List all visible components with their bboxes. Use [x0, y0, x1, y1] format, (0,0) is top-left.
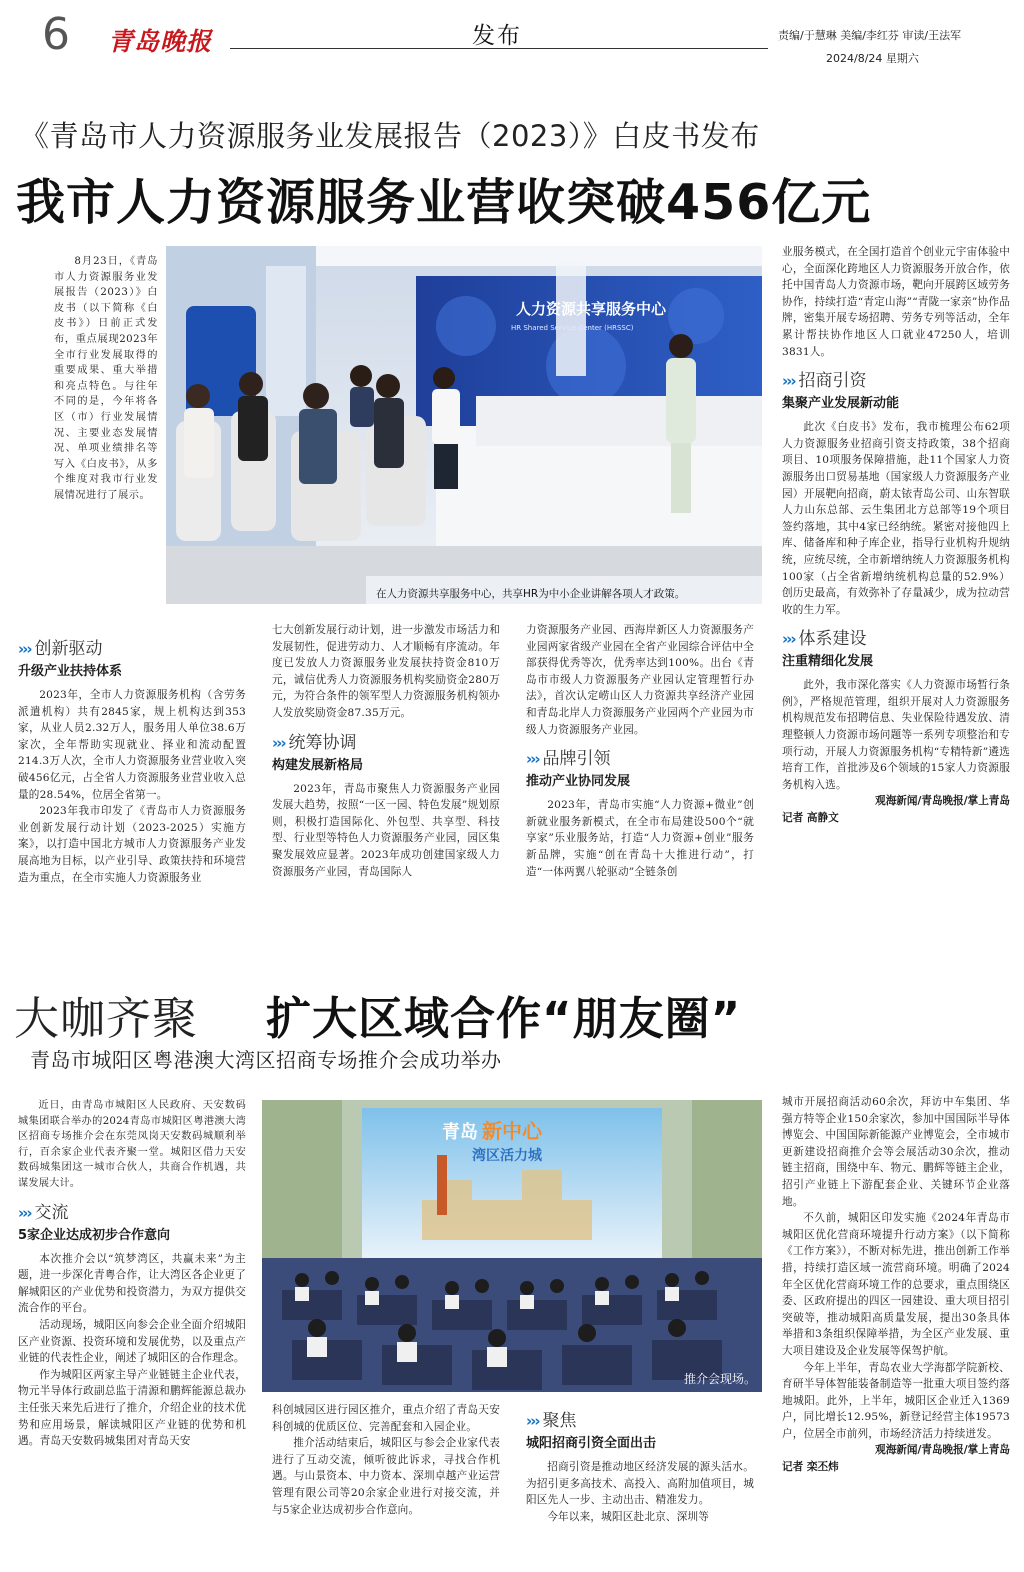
section-heading: ››› 聚焦 城阳招商引资全面出击: [526, 1411, 657, 1451]
arrows-icon: ›››: [18, 640, 31, 658]
masthead: [0, 0, 1024, 68]
section-heading: ››› 招商引资 集聚产业发展新动能: [782, 371, 900, 412]
photo-credit: 推介会现场。: [684, 1372, 757, 1386]
issue-date: 2024/8/24 星期六: [826, 52, 919, 65]
paragraph: 今年上半年，青岛农业大学海都学院新校、育研半导体智能装备制造等一批重大项目签约落地城阳。此外，上半年，城阳区企业迁入1369户，同比增长12.95%，新登记经营主体19573户，位居全市前列，市场经济活力持续迸发。: [782, 1361, 1010, 1440]
section-name: 发布: [472, 23, 522, 49]
article2-photo: [262, 1100, 762, 1392]
paragraph: 2023年，青岛市聚焦人力资源服务产业园发展大趋势，按照“一区一园、特色发展”规划原则，积极打造国际化、外包型、共享型、科技型、行业型等特色人力资源服务产业园，园区集聚发展效应显著。2023年成功创建国家级人力资源服务产业园，青岛国际人: [272, 782, 500, 878]
photo-caption: 在人力资源共享服务中心，共享HR为中小企业讲解各项人才政策。: [376, 588, 686, 600]
paragraph: 招商引资是推动地区经济发展的源头活水。为招引更多高技术、高投入、高附加值项目，城阳区先人一步、主动出击、精准发力。: [526, 1461, 754, 1507]
article1-col3: [526, 622, 754, 880]
arrows-icon: ›››: [526, 750, 539, 769]
arrows-icon: ›››: [782, 630, 795, 649]
article1-col1: [18, 628, 246, 886]
paragraph: 城市开展招商活动60余次，拜访中车集团、华强方特等企业150余家次，参加中国国际半导体博览会、中国国际新能源产业博览会，全市城市更新建设招商推介会等会展活动30余次，推动链主招商，围绕中车、物元、鹏辉等链主企业，招引产业链上下游配套企业、关键环节企业落地。: [782, 1096, 1010, 1208]
section-heading: ››› 创新驱动 升级产业扶持体系: [18, 639, 123, 679]
article2-col2: [272, 1402, 500, 1518]
paragraph: 推介活动结束后，城阳区与参会企业家代表进行了互动交流，倾听彼此诉求，寻找合作机遇。与山景资本、中力资本、深圳卓越产业运营管理有限公司等20余家企业进行对接交流，并与5家企业达成初步合作意向。: [272, 1437, 500, 1516]
section-heading: ››› 统筹协调 构建发展新格局: [272, 732, 364, 773]
wall-sign-cn: 人力资源共享服务中心: [516, 300, 667, 318]
paragraph: 活动现场，城阳区向参会企业全面介绍城阳区产业资源、投资环境和发展优势，以及重点产业链的代表性企业，阐述了城阳区的合作理念。: [18, 1318, 246, 1365]
article2-subhead: 青岛市城阳区粤港澳大湾区招商专场推介会成功举办: [30, 1048, 502, 1072]
hr-service-center-photo: [166, 246, 762, 604]
page-number: 6: [42, 9, 70, 60]
byline-reporter: 记者 高静文: [782, 812, 839, 825]
section-heading: ››› 交流 5家企业达成初步合作意向: [18, 1202, 171, 1243]
screen-title-a: 青岛: [442, 1122, 478, 1143]
paragraph: 业服务模式，在全国打造首个创业元宇宙体验中心，全面深化跨地区人力资源服务开放合作，依托中国青岛人力资源市场，靶向开展跨区域劳务协作，持续打造“青定山海”“青陇一家亲”协作品牌，密集开展专场招聘、劳务专列等活动，全年累计帮扶协作地区人口就业47250人，培训3831人。: [782, 246, 1010, 358]
paragraph: 2023年，青岛市实施“人力资源+微业”创新就业服务新模式，在全市布局建设500个“就享家”乐业服务站，打造“人力资源+创业”服务新品牌，实施“创在青岛十大推进行动”，打造“一体两翼八轮驱动”全链条创: [526, 799, 754, 878]
arrows-icon: ›››: [526, 1412, 539, 1430]
article2-col1: [18, 1098, 246, 1450]
article2-headline-b: 扩大区域合作“朋友圈”: [266, 992, 742, 1045]
article2-col3: [526, 1406, 754, 1525]
article2-lead: 近日，由青岛市城阳区人民政府、天安数码城集团联合举办的2024青岛市城阳区粤港澳大湾区招商专场推介会在东莞凤岗天安数码城顺利举行，百余家企业代表齐聚一堂。城阳区借力天安数码城集团这一城市合伙人，共商合作机遇，共谋发展大计。: [18, 1100, 246, 1189]
screen-subtitle: 湾区活力城: [472, 1148, 542, 1164]
arrows-icon: ›››: [272, 733, 285, 752]
article1-kicker: 《青岛市人力资源服务业发展报告（2023）》白皮书发布: [20, 119, 760, 153]
paragraph: 七大创新发展行动计划，进一步激发市场活力和发展韧性，促进劳动力、人才顺畅有序流动。年度已发放人力资源服务业发展扶持资金810万元，诚信优秀人力资源服务机构奖励资金280万元，为符合条件的领军型人力资源服务机构领办人发放奖励资金87.35万元。: [272, 624, 500, 719]
byline-reporter: 记者 栾丕炜: [782, 1461, 839, 1474]
article1-col4: [782, 244, 1010, 827]
article2-headline-a: 大咖齐聚: [14, 992, 199, 1045]
paragraph: 作为城阳区两家主导产业链链主企业代表，物元半导体行政副总监于清源和鹏辉能源总裁办主任张天来先后进行了推介，介绍企业的技术优势和应用场景，解读城阳区产业链的优势和机遇。青岛天安数码城集团对青岛天安: [18, 1368, 246, 1448]
wall-sign-en: HR Shared Service Center (HRSSC): [511, 324, 634, 332]
article1-lead-text: 8月23日，《青岛市人力资源服务业发展报告（2023）》白皮书（以下简称《白皮书》）日前正式发布，重点展现2023年全市行业发展取得的重要成果、重大举措和亮点特色。与往年不同的是，今年将各区（市）行业发展情况、主要业态发展情况、单项业绩排名等写入《白皮书》，从多个维度对我市行业发展情况进行了展示。: [54, 256, 158, 501]
article2-col4: [782, 1094, 1010, 1476]
section-heading: ››› 品牌引领 推动产业协同发展: [526, 749, 631, 790]
investment-conference-photo: [262, 1100, 762, 1392]
paragraph: 此次《白皮书》发布，我市梳理公布62项人力资源服务业招商引资支持政策，38个招商项目、10项服务保障措施，赴11个国家人力资源服务出口贸易基地（国家级人力资源服务产业园）开展靶向招商，蔚太铱青岛公司、山东智联人力山东总部、云生集团北方总部等19个项目签约落地，其中4家已经纳统。紧密对接他四上库、储备库和种子库企业，指导行业机构升规纳统，应统尽统，全市新增纳统人力资源服务机构100家（占全省新增纳统机构总量的52.9%）创历史最高，有效弥补了存量减少，成为拉动营收的生力军。: [782, 421, 1010, 616]
byline-outlet: 观海新闻/青岛晚报/掌上青岛: [875, 795, 1010, 808]
paragraph: 此外，我市深化落实《人力资源市场暂行条例》，严格规范管理，组织开展对人力资源服务机构规范发布招聘信息、失业保险待遇发放、清理整顿人力资源市场问题等一系列专项整治和专项行动，开展人力资源服务机构“专精特新”遴选培育工作，首批涉及6个领域的15家人力资源服务机构入选。: [782, 679, 1010, 791]
paragraph: 2023年我市印发了《青岛市人力资源服务业创新发展行动计划（2023-2025）实施方案》，以打造中国北方城市人力资源服务产业发展高地为目标，以产业引导、政策扶持和环境营造为重点，在全市实施人力资源服务业: [18, 805, 246, 884]
editor-credits: 责编/于慧琳 美编/李红芬 审读/王法军: [778, 29, 962, 42]
article1-headline: 我市人力资源服务业营收突破456亿元: [16, 174, 872, 231]
article1-col2: [272, 622, 500, 880]
paper-logo: 青岛晚报: [108, 27, 213, 56]
screen-title-b: 新中心: [482, 1119, 542, 1143]
article1-lead: [54, 254, 158, 504]
paragraph: 2023年，全市人力资源服务机构（含劳务派遣机构）共有2845家，规上机构达到353家，从业人员2.32万人，服务用人单位38.6万家次，全年帮助实现就业、择业和流动配置214.3万人次，全市人力资源服务业营业收入突破456亿元，占全省人力资源服务业营业收入总量的28.54%，位居全省第一。: [18, 689, 246, 801]
article1-photo: [166, 246, 762, 604]
paragraph: 力资源服务产业园、西海岸新区人力资源服务产业园两家省级产业园在全省产业园综合评估中全部获得优秀等次，优秀率达到100%。出台《青岛市市级人力资源服务产业园认定管理暂行办法》，首次认定崂山区人力资源共享经济产业园和青岛北岸人力资源服务产业园两个产业园为市级人力资源服务产业园。: [526, 624, 754, 736]
arrows-icon: ›››: [18, 1203, 31, 1222]
paragraph: 科创城园区进行园区推介，重点介绍了青岛天安科创城的优质区位、完善配套和入园企业。: [272, 1404, 500, 1433]
paragraph: 今年以来，城阳区赴北京、深圳等: [547, 1510, 710, 1523]
paragraph: 本次推介会以“筑梦湾区，共赢未来”为主题，进一步深化青粤合作，让大湾区各企业更了解城阳区的产业优势和投资潜力，为双方提供交流合作的平台。: [18, 1252, 246, 1315]
byline-outlet: 观海新闻/青岛晚报/掌上青岛: [875, 1444, 1010, 1457]
arrows-icon: ›››: [782, 372, 795, 391]
paragraph: 不久前，城阳区印发实施《2024年青岛市城阳区优化营商环境提升行动方案》（以下简称《工作方案》），不断对标先进，推出创新工作举措，持续打造区域一流营商环境。明确了2024年全区优化营商环境工作的总要求，重点围绕区委、区政府提出的四区一园建设、重大项目招引突破等，推动城阳高质量发展，提出30条具体举措和3条组织保障举措，为全区产业发展、重大项目建设及企业发展等保驾护航。: [782, 1212, 1010, 1357]
section-heading: ››› 体系建设 注重精细化发展: [782, 629, 874, 670]
